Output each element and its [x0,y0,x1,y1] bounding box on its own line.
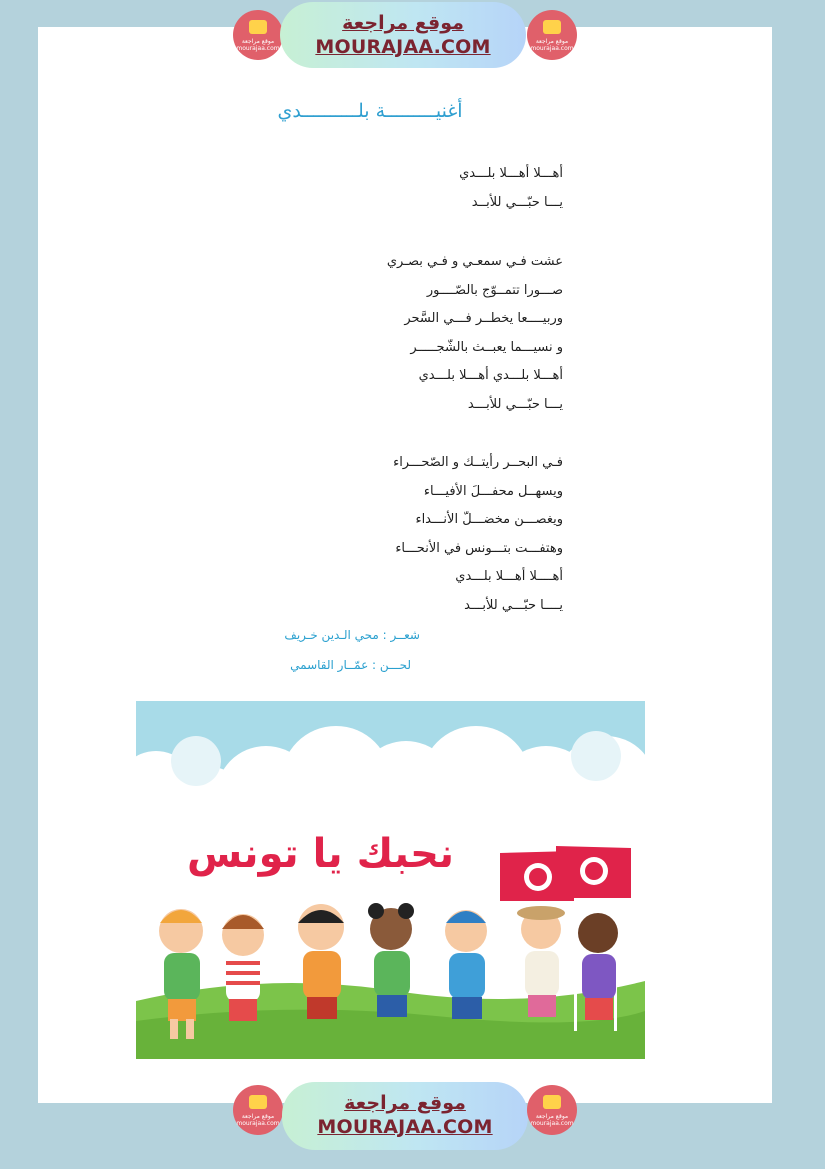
logo-text: موقع مراجعة mourajaa.com [530,1113,574,1127]
stanza-1 [459,160,563,217]
poem-line: أهـــلا أهـــلا بلـــدي [459,166,563,181]
logo-text: موقع مراجعة mourajaa.com [236,1113,280,1127]
poem-line: يـــا حبّـــي للأبـــد [467,396,563,412]
site-name-arabic: موقع مراجعة [344,1092,466,1114]
book-icon [249,20,267,34]
poem-line: وربيــــعا يخطــر فـــي السَّحر [404,311,563,326]
site-logo-left[interactable] [233,10,283,60]
poem-line: فـي البحــر رأيتــك و الصّحـــراء [393,455,563,470]
poem-line: صـــورا تتمــوّج بالصّــــور [426,282,563,298]
logo-text: موقع مراجعة mourajaa.com [530,38,574,52]
stanza-2 [387,248,563,419]
poem-line: يــــا حبّـــي للأبـــد [464,597,563,613]
site-logo-right[interactable] [527,10,577,60]
book-icon [249,1095,267,1109]
stanza-3 [393,449,563,620]
book-icon [543,20,561,34]
site-logo-right[interactable] [527,1085,577,1135]
composer-credit: لحـــن : عمّــار القاسمي [290,658,411,672]
site-banner-header[interactable] [280,2,526,68]
site-name-arabic: موقع مراجعة [342,12,464,34]
site-banner-footer[interactable] [282,1082,528,1150]
site-logo-left[interactable] [233,1085,283,1135]
book-icon [543,1095,561,1109]
poem-line: ويغصـــن مخضـــلّ الأنـــداء [415,512,563,527]
poem-line: أهــــلا أهـــلا بلـــدي [455,569,563,584]
site-name-latin: MOURAJAA.COM [317,1116,493,1138]
poet-credit: شعــر : محي الـدين خـريف [284,628,420,642]
poem-title: أغنيـــــــــة بلــــــــــدي [277,100,463,122]
illustration-caption: نحبك يا تونس [187,831,454,877]
poem-line: وهتفـــت بتـــونس في الأنحـــاء [395,540,563,556]
poem-line: أهـــلا بلـــدي أهـــلا بلـــدي [418,368,563,383]
poem-line: عشت فـي سمعـي و فـي بصـري [386,254,563,269]
poem-line: ويسهــل محفـــلَ الأفيـــاء [423,483,563,499]
site-name-latin: MOURAJAA.COM [315,36,491,58]
logo-text: موقع مراجعة mourajaa.com [236,38,280,52]
poem-line: يـــا حبّـــي للأبــد [471,194,563,210]
poem-line: و نسيـــما يعبــث بالشّجـــــر [410,339,563,355]
